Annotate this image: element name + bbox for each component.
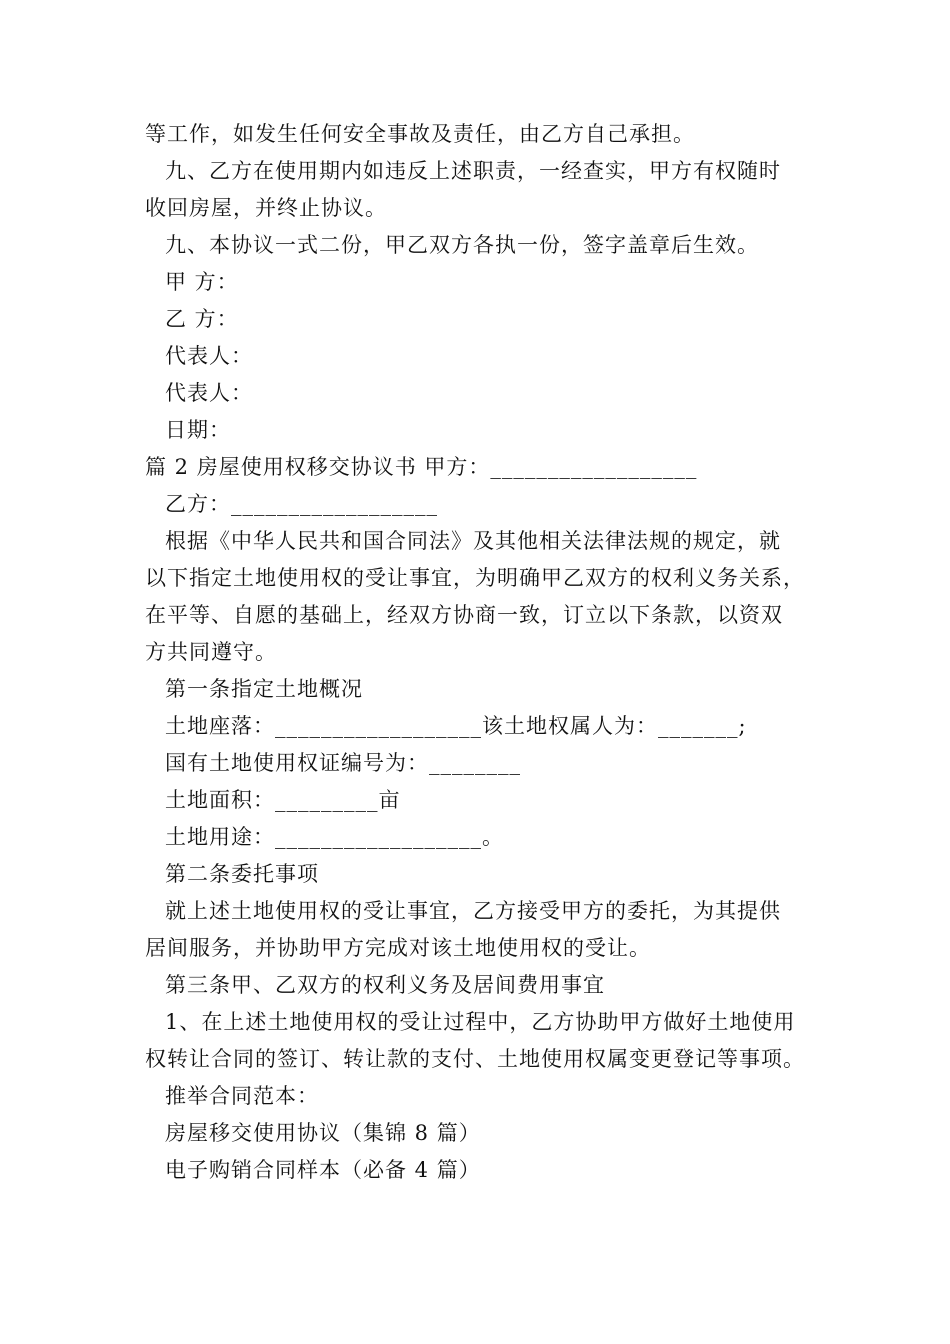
text-line-13: 以下指定土地使用权的受让事宜，为明确甲乙双方的权利义务关系， — [145, 566, 805, 590]
representative-label-2: 代表人： — [165, 381, 253, 405]
text-line-1: 等工作，如发生任何安全事故及责任，由乙方自己承担。 — [145, 122, 695, 146]
text-line-14: 在平等、自愿的基础上，经双方协商一致，订立以下条款，以资双 — [145, 603, 783, 627]
text-line-4: 九、本协议一式二份，甲乙双方各执一份，签字盖章后生效。 — [165, 233, 759, 257]
party-b-label: 乙 方： — [165, 307, 239, 331]
party-b-field: 乙方：__________________ — [165, 492, 438, 516]
text-line-22: 就上述土地使用权的受让事宜，乙方接受甲方的委托，为其提供 — [165, 899, 781, 923]
clause-1-title: 第一条指定土地概况 — [165, 677, 363, 701]
section-2-title: 篇 2 房屋使用权移交协议书 甲方：__________________ — [145, 455, 698, 479]
party-a-label: 甲 方： — [165, 270, 239, 294]
recommended-template-1: 房屋移交使用协议（集锦 8 篇） — [165, 1121, 481, 1145]
text-line-25: 1、在上述土地使用权的受让过程中，乙方协助甲方做好土地使用 — [165, 1010, 796, 1034]
clause-2-title: 第二条委托事项 — [165, 862, 319, 886]
land-use-field: 土地用途：__________________。 — [165, 825, 504, 849]
recommended-templates-label: 推举合同范本： — [165, 1084, 319, 1108]
text-line-23: 居间服务，并协助甲方完成对该土地使用权的受让。 — [145, 936, 651, 960]
text-line-26: 权转让合同的签订、转让款的支付、土地使用权属变更登记等事项。 — [145, 1047, 805, 1071]
text-line-12: 根据《中华人民共和国合同法》及其他相关法律法规的规定，就 — [165, 529, 781, 553]
land-location-field: 土地座落：__________________该土地权属人为：_______; — [165, 714, 747, 738]
representative-label-1: 代表人： — [165, 344, 253, 368]
date-label: 日期： — [165, 418, 231, 442]
certificate-number-field: 国有土地使用权证编号为：________ — [165, 751, 521, 775]
text-line-3: 收回房屋，并终止协议。 — [145, 196, 387, 220]
text-line-2: 九、乙方在使用期内如违反上述职责，一经查实，甲方有权随时 — [165, 159, 781, 183]
recommended-template-2: 电子购销合同样本（必备 4 篇） — [165, 1158, 481, 1182]
land-area-field: 土地面积：_________亩 — [165, 788, 401, 812]
text-line-15: 方共同遵守。 — [145, 640, 277, 664]
clause-3-title: 第三条甲、乙双方的权利义务及居间费用事宜 — [165, 973, 605, 997]
